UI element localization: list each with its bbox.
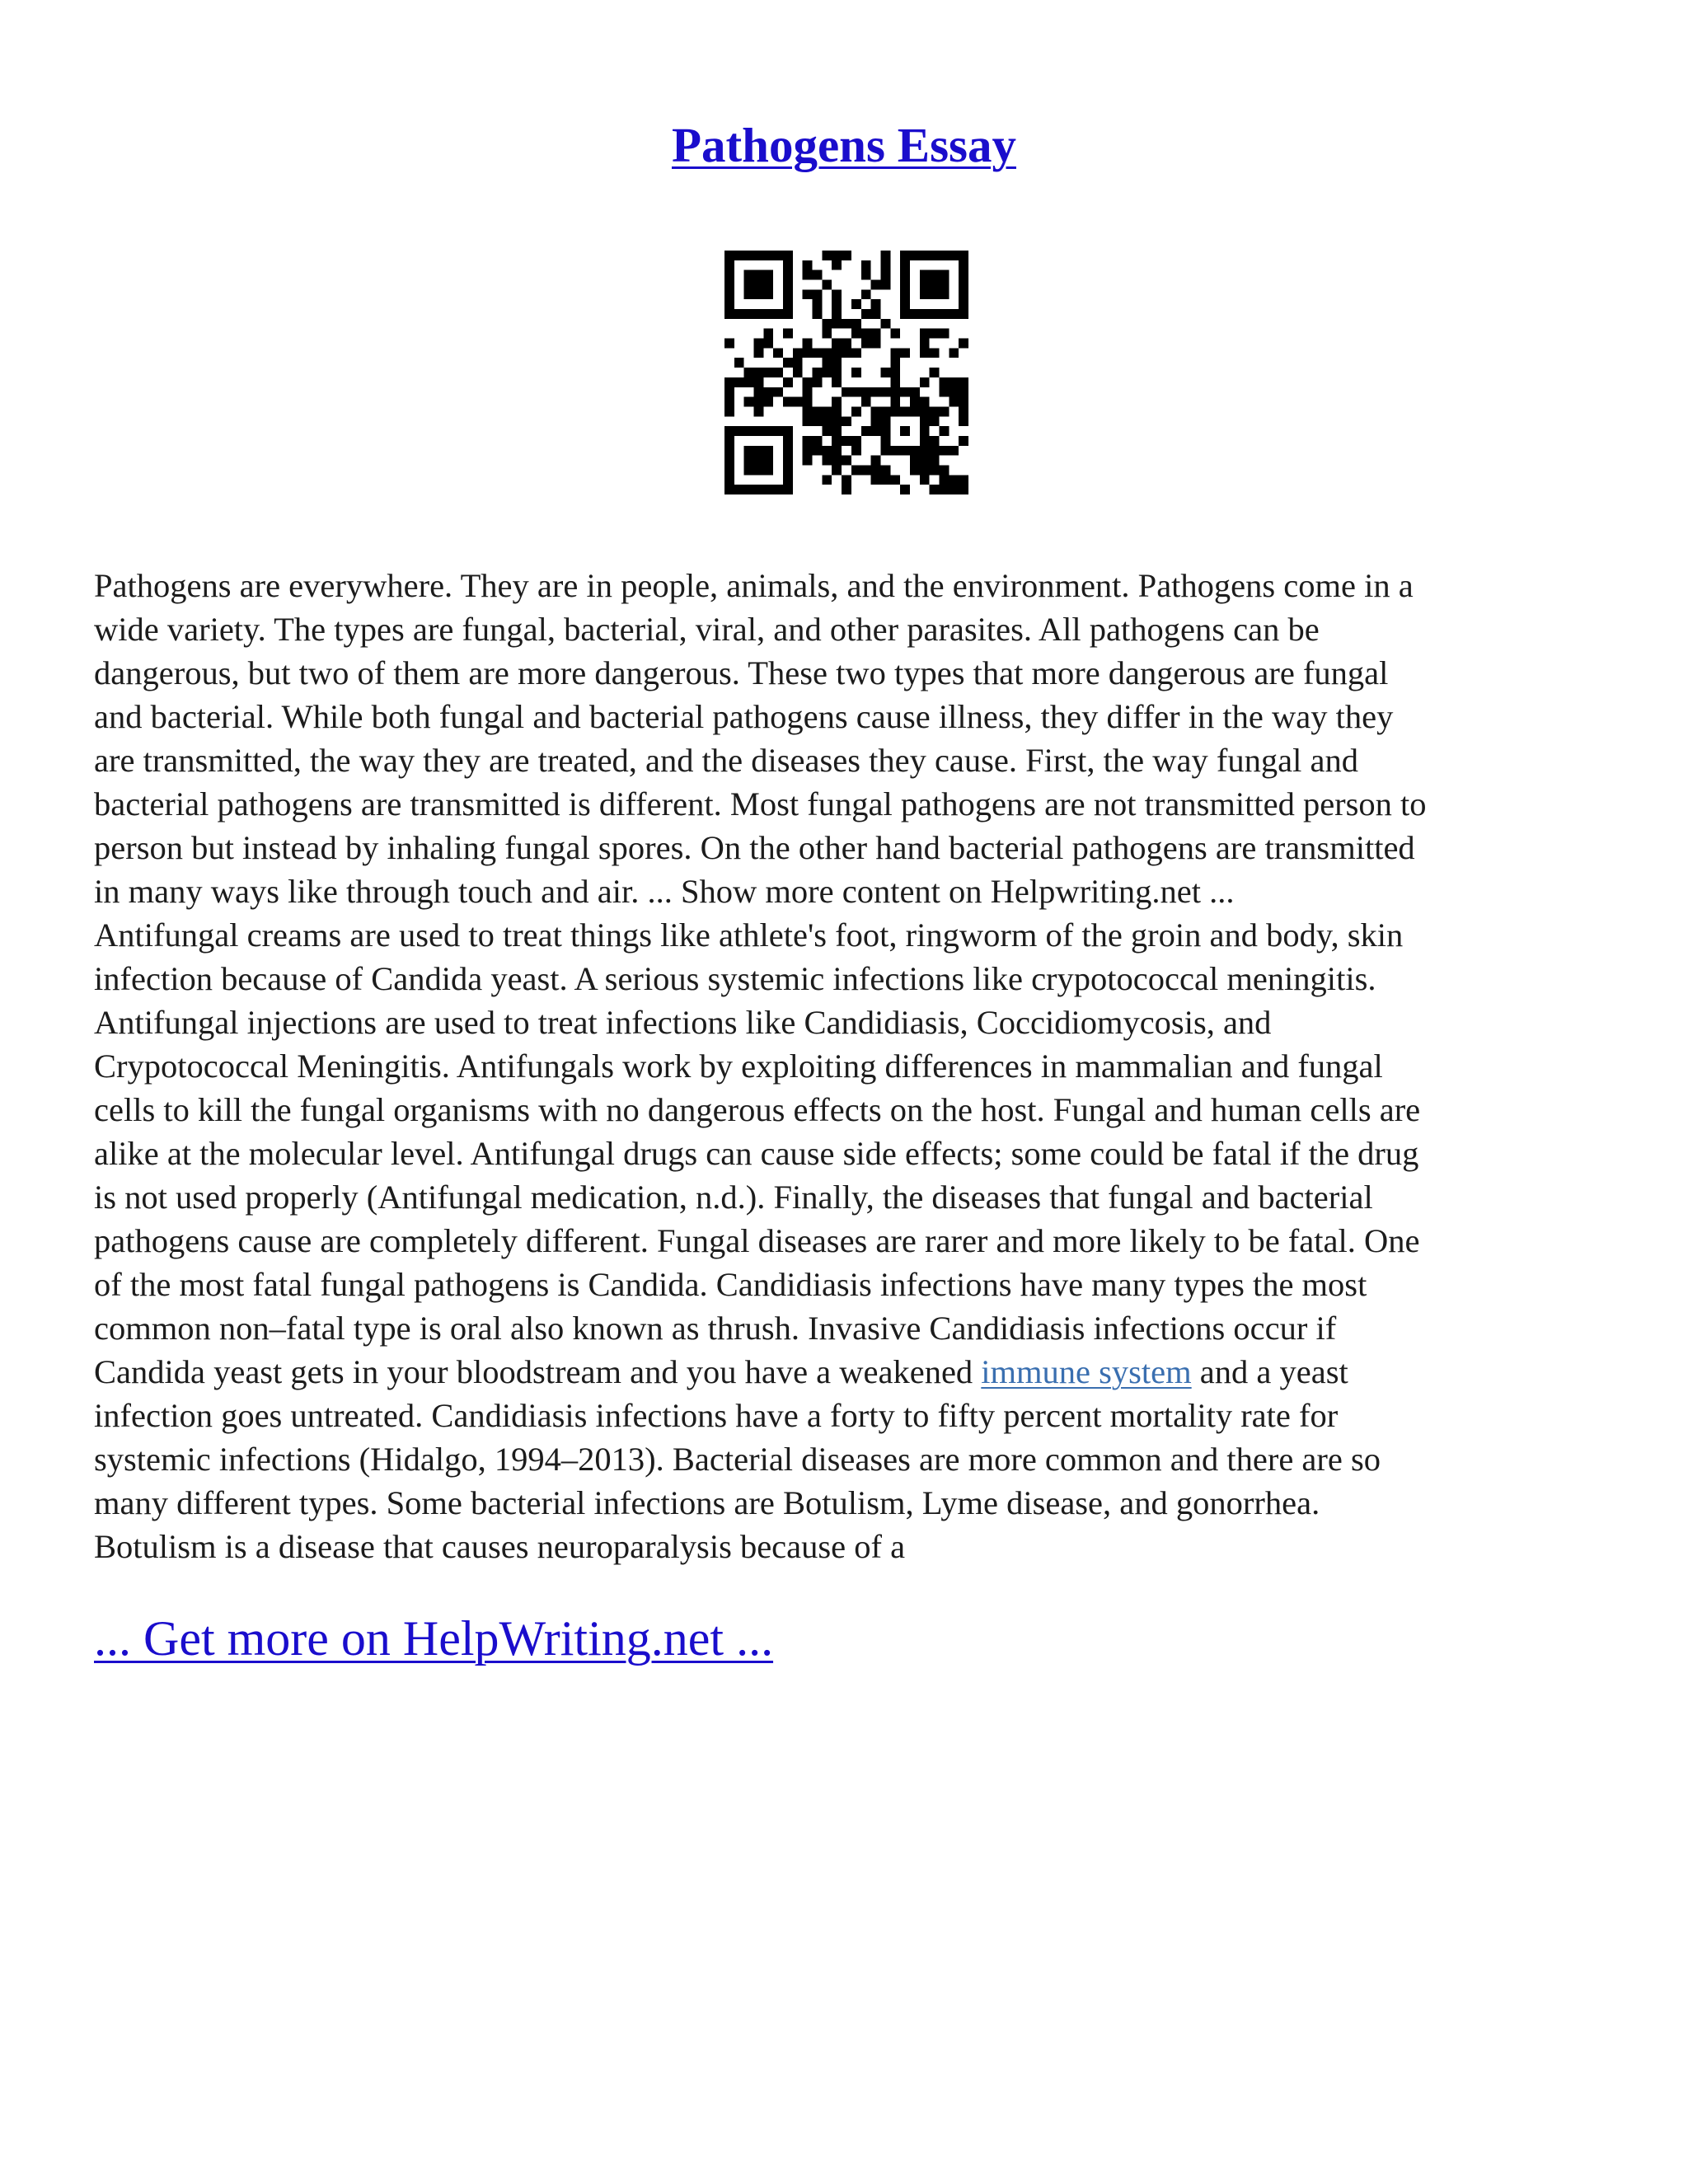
essay-line: alike at the molecular level. Antifungal drugs can cause side effects; some could be fatal if the drug — [94, 1135, 1419, 1172]
page-title — [0, 112, 1688, 178]
essay-line: Pathogens are everywhere. They are in people, animals, and the environment. Pathogens come in a — [94, 567, 1414, 604]
essay-line: pathogens cause are completely different. Fungal diseases are rarer and more likely to be fatal. One — [94, 1222, 1420, 1259]
essay-line: bacterial pathogens are transmitted is different. Most fungal pathogens are not transmitted person to — [94, 785, 1427, 823]
link-line-suffix: and a yeast — [1191, 1353, 1348, 1390]
essay-line: Botulism is a disease that causes neuroparalysis because of a — [94, 1528, 906, 1565]
essay-line: are transmitted, the way they are treated, and the diseases they cause. First, the way fungal and — [94, 742, 1358, 779]
get-more-link[interactable]: ... Get more on HelpWriting.net ... — [94, 1611, 774, 1666]
qr-code-icon — [724, 251, 968, 494]
essay-line: infection goes untreated. Candidiasis infections have a forty to fifty percent mortality rate for — [94, 1397, 1339, 1434]
essay-line: of the most fatal fungal pathogens is Candida. Candidiasis infections have many types the most — [94, 1266, 1367, 1303]
essay-line: infection because of Candida yeast. A serious systemic infections like crypotococcal meningitis. — [94, 960, 1376, 997]
essay-line: is not used properly (Antifungal medication, n.d.). Finally, the diseases that fungal and bacterial — [94, 1179, 1373, 1216]
essay-line: Antifungal injections are used to treat infections like Candidiasis, Coccidiomycosis, and — [94, 1004, 1272, 1041]
get-more-section — [94, 1607, 773, 1670]
essay-line: person but instead by inhaling fungal spores. On the other hand bacterial pathogens are transmitted — [94, 829, 1415, 866]
essay-line: and bacterial. While both fungal and bacterial pathogens cause illness, they differ in the way they — [94, 698, 1394, 735]
essay-line: dangerous, but two of them are more dangerous. These two types that more dangerous are fungal — [94, 654, 1389, 691]
essay-line: in many ways like through touch and air. ... Show more content on Helpwriting.net ... — [94, 873, 1235, 910]
essay-line: wide variety. The types are fungal, bacterial, viral, and other parasites. All pathogens can be — [94, 611, 1320, 648]
title-link[interactable]: Pathogens Essay — [672, 118, 1016, 172]
link-line-prefix: Candida yeast gets in your bloodstream and you have a weakened — [94, 1353, 982, 1390]
essay-line: systemic infections (Hidalgo, 1994–2013). Bacterial diseases are more common and there are so — [94, 1441, 1381, 1478]
immune-system-link[interactable]: immune system — [981, 1353, 1192, 1390]
qr-code — [724, 251, 968, 494]
essay-line: Antifungal creams are used to treat things like athlete's foot, ringworm of the groin and body, skin — [94, 916, 1404, 954]
essay-line: Crypotococcal Meningitis. Antifungals work by exploiting differences in mammalian and fungal — [94, 1047, 1383, 1085]
essay-body — [94, 564, 1594, 1568]
essay-line: many different types. Some bacterial infections are Botulism, Lyme disease, and gonorrhea. — [94, 1484, 1320, 1521]
essay-line-with-link — [94, 1350, 1594, 1394]
essay-line: common non–fatal type is oral also known as thrush. Invasive Candidiasis infections occur if — [94, 1310, 1337, 1347]
essay-line: cells to kill the fungal organisms with no dangerous effects on the host. Fungal and human cells are — [94, 1091, 1421, 1128]
